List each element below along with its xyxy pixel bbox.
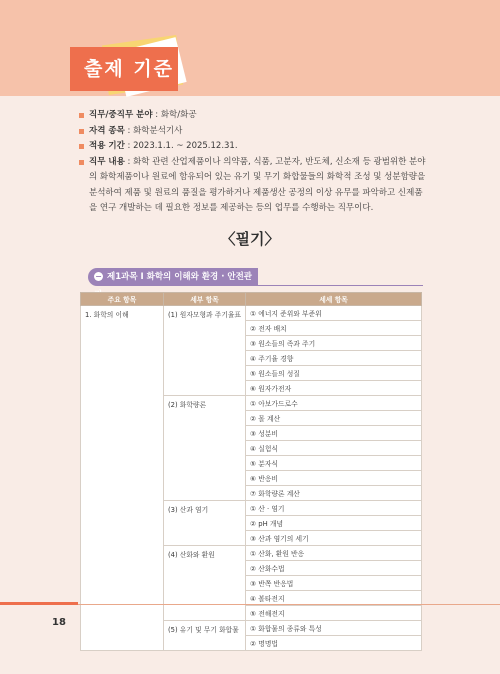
main-item-cell: 1. 화학의 이해 [81,306,164,651]
bullet-icon [79,160,84,165]
info-value: 화학분석기사 [133,125,183,136]
info-label: 직무 내용 [89,156,125,167]
info-row-qualification: 자격 종목 : 화학분석기사 [79,124,429,140]
info-row-period: 적용 기간 : 2023.1.1. ~ 2025.12.31. [79,139,429,155]
info-value: 화학 관련 산업제품이나 의약품, 식품, 고분자, 반도체, 신소재 등 광범위한 분야의 화학제품이나 원료에 함유되어 있는 유기 및 무기 화합물들의 화학적 조성 및 성분함량을 분석하여 제품 및 원료의 품질을 평가하거나 제품생산 공정의 이상 유무를 파악하고 신제품을 연구 개발하는 데 필요한 정보를 제공하는 등의 업무를 수행하는 직무이다. [89,156,426,213]
table-row [81,306,422,321]
footer-accent [0,602,78,605]
detail-item-cell: ① 화합물의 종류와 특성 [246,621,422,636]
page-title: 출제 기준 [70,47,178,91]
detail-item-cell: ⑤ 원소들의 성질 [246,366,422,381]
sub-item-cell: (1) 원자모형과 주기율표 [164,306,246,396]
detail-item-cell: ④ 주기율 경향 [246,351,422,366]
detail-item-cell: ③ 산과 염기의 세기 [246,531,422,546]
footer-divider [78,604,500,605]
detail-item-cell: ③ 성분비 [246,426,422,441]
detail-item-cell: ⑦ 화학량론 계산 [246,486,422,501]
detail-item-cell: ⑤ 전해전지 [246,606,422,621]
section-title: 〈필기〉 [220,230,280,248]
detail-item-cell: ⑤ 분자식 [246,456,422,471]
detail-item-cell: ④ 실험식 [246,441,422,456]
column-header: 주요 항목 [81,293,164,306]
sub-item-cell: (3) 산과 염기 [164,501,246,546]
info-label: 적용 기간 [89,141,125,151]
detail-item-cell: ② pH 개념 [246,516,422,531]
info-row-description: 직무 내용 : 화학 관련 산업제품이나 의약품, 식품, 고분자, 반도체, 신소재 등 광범위한 분야의 화학제품이나 원료에 함유되어 있는 유기 및 무기 화합물들의 화학적 조성 및 성분함량을 분석하여 제품 및 원료의 품질을 평가하거나 제품생산 공정의 이상 유무를 파악하고 신제품을 연구 개발하는 데 필요한 정보를 제공하는 등의 업무를 수행하는 직무이다. [79,155,429,217]
info-label: 자격 종목 [89,125,125,136]
syllabus-table [80,292,422,651]
detail-item-cell: ⑥ 반응비 [246,471,422,486]
info-label: 직무/중직무 분야 [89,110,153,120]
bullet-icon [79,113,84,118]
detail-item-cell: ③ 원소들의 족과 주기 [246,336,422,351]
detail-item-cell: ① 아보가드로수 [246,396,422,411]
info-value: 2023.1.1. ~ 2025.12.31. [133,141,238,151]
column-header: 세세 항목 [246,293,422,306]
detail-item-cell: ② 몰 계산 [246,411,422,426]
info-value: 화학/화공 [160,110,197,120]
subject-banner [88,268,258,286]
bullet-icon [79,144,84,149]
detail-item-cell: ① 에너지 준위와 부준위 [246,306,422,321]
page-number: 18 [52,617,66,628]
minus-circle-icon: − [95,272,102,281]
detail-item-cell: ③ 반쪽 반응법 [246,576,422,591]
detail-item-cell: ② 명명법 [246,636,422,651]
detail-item-cell: ① 산 · 염기 [246,501,422,516]
info-list [79,108,429,217]
detail-item-cell: ④ 볼타전지 [246,591,422,606]
detail-item-cell: ① 산화, 환원 반응 [246,546,422,561]
subject-label: 제1과목 I 화학의 이해와 환경 · 안전관 [107,272,253,282]
detail-item-cell: ② 전자 배치 [246,321,422,336]
table-header-row [81,293,422,306]
detail-item-cell: ⑥ 원자가전자 [246,381,422,396]
subject-underline [258,285,423,286]
detail-item-cell: ② 산화수법 [246,561,422,576]
sub-item-cell: (2) 화학량론 [164,396,246,501]
sub-item-cell: (5) 유기 및 무기 화합물 [164,621,246,651]
sub-item-cell: (4) 산화와 환원 [164,546,246,621]
column-header: 세부 항목 [164,293,246,306]
bullet-icon [79,129,84,134]
info-row-field: 직무/중직무 분야 : 화학/화공 [79,108,429,124]
